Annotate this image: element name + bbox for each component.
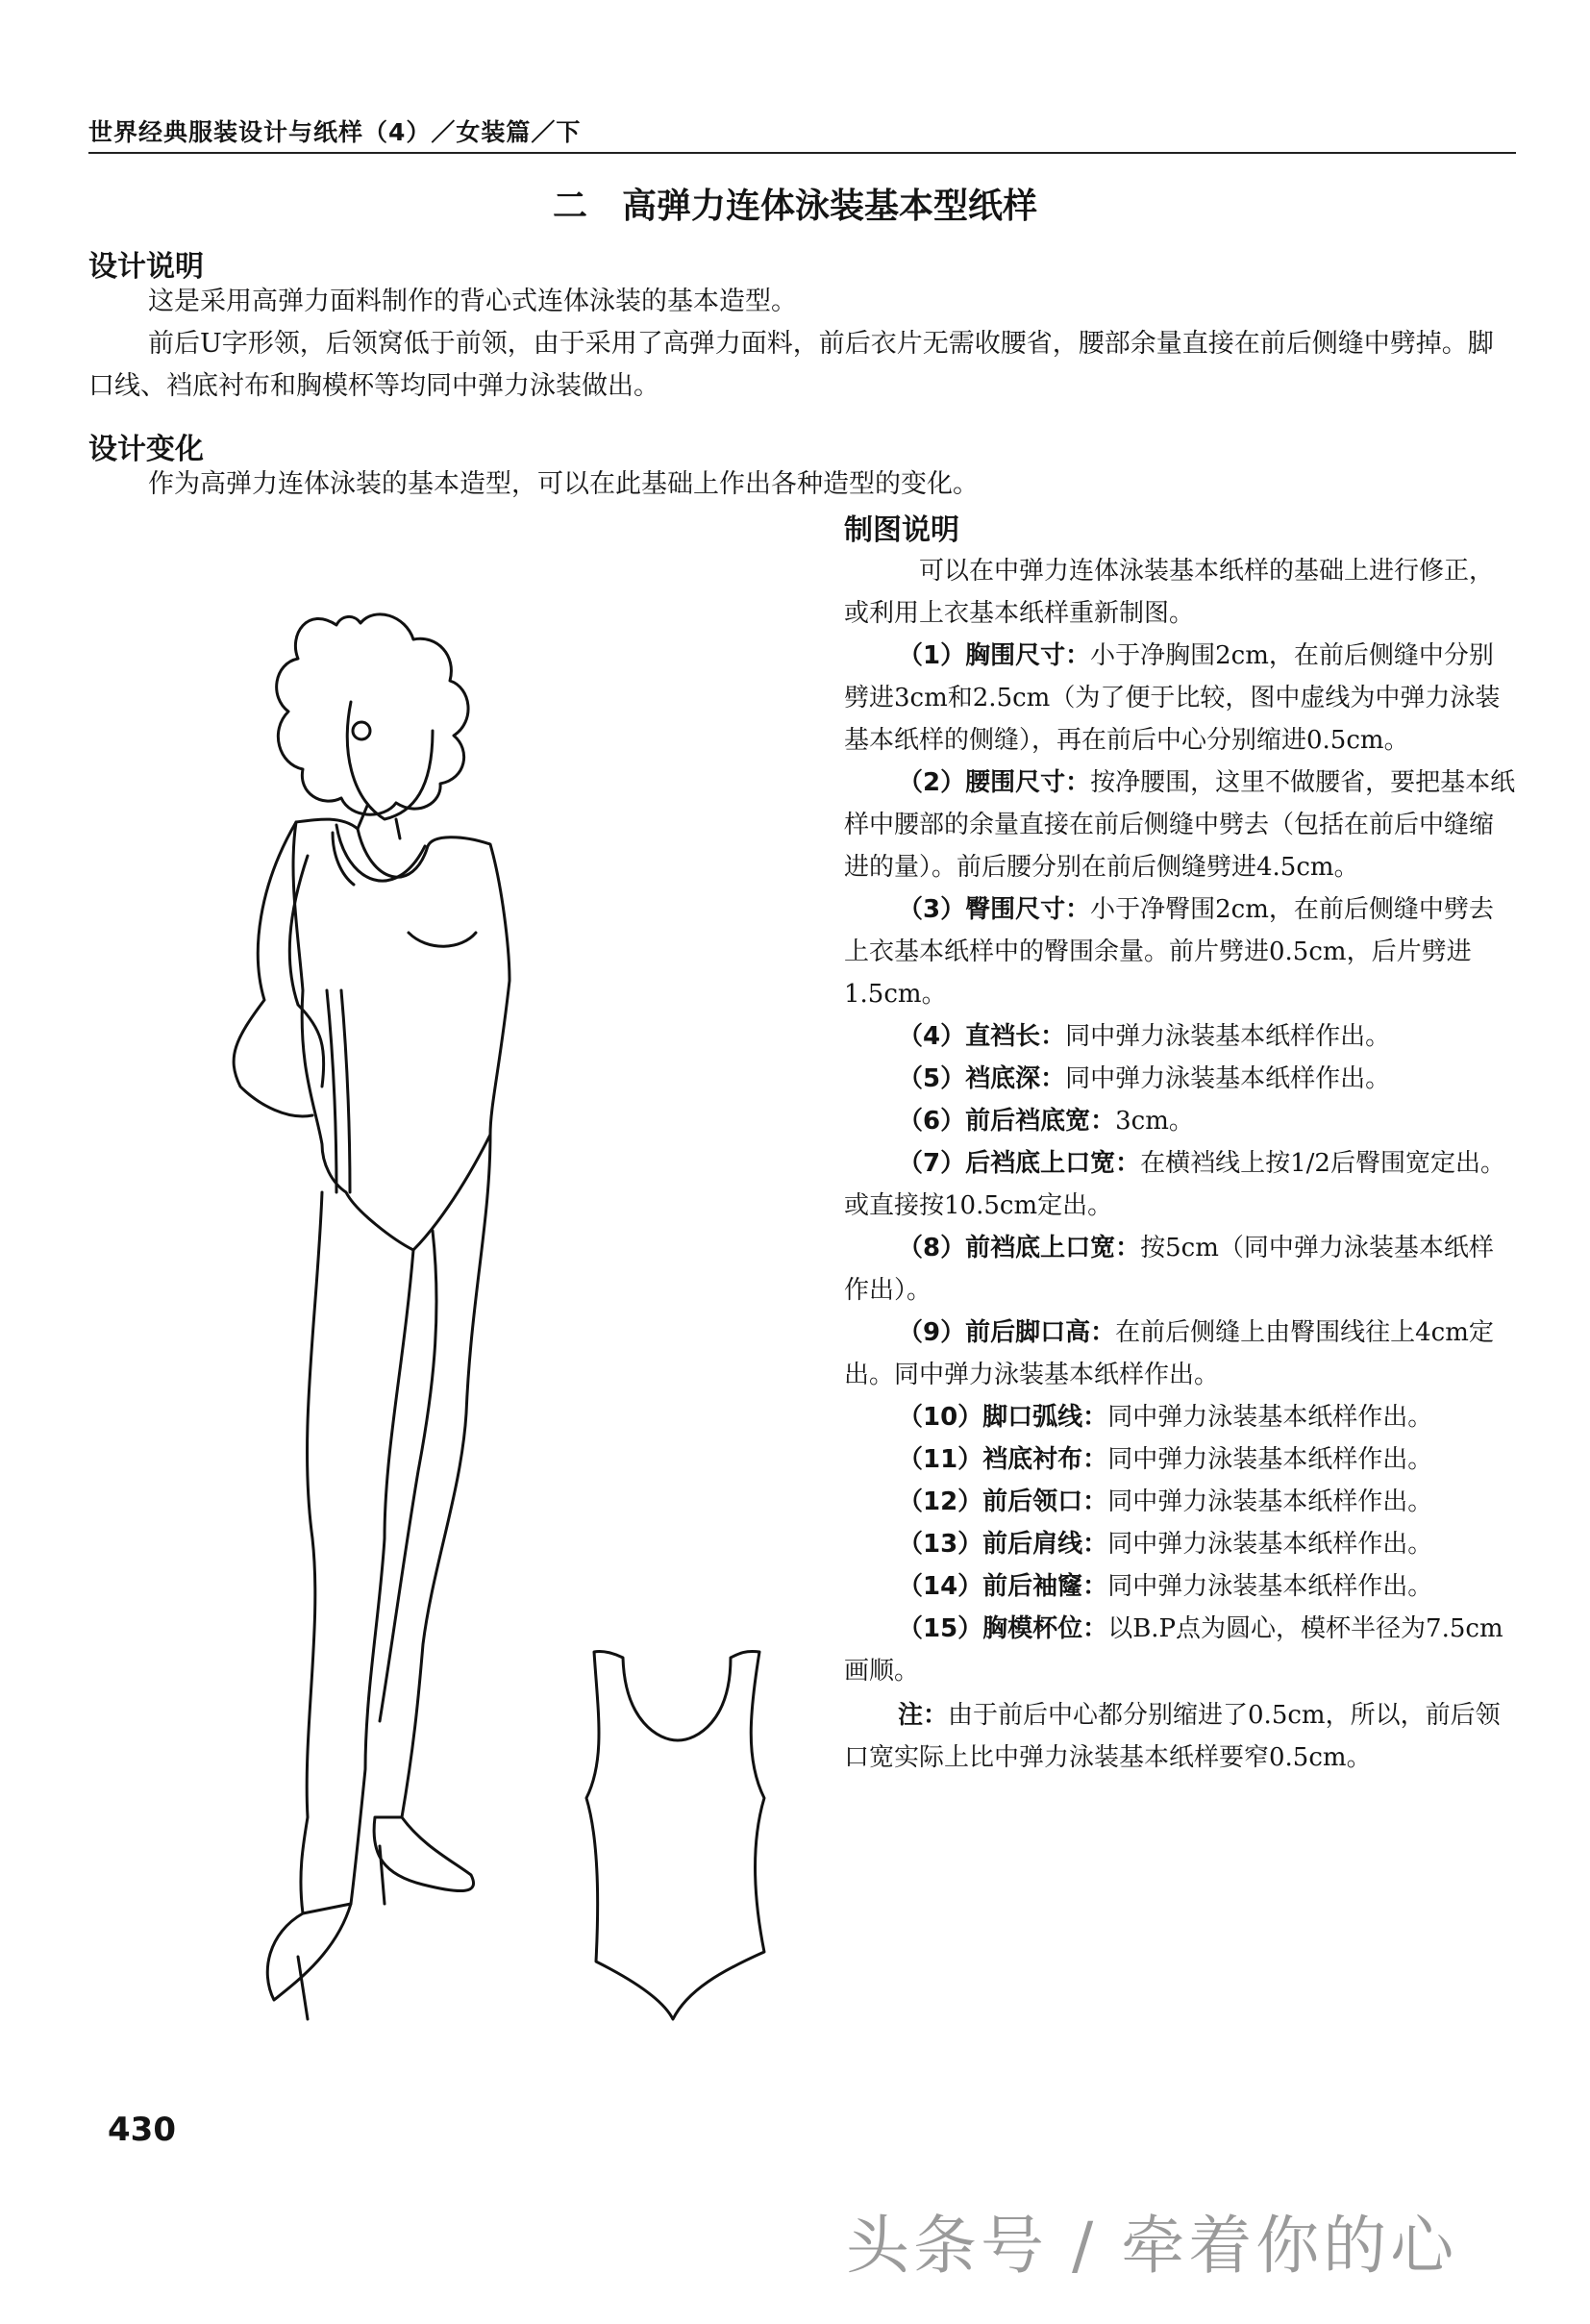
design-variation-paragraph: 作为高弹力连体泳装的基本造型，可以在此基础上作出各种造型的变化。 <box>148 469 979 499</box>
shoe-left <box>267 1904 351 2019</box>
drafting-item-text: 同中弹力泳装基本纸样作出。 <box>1107 1572 1433 1601</box>
bust-curve <box>409 933 476 946</box>
design-notes-body <box>88 281 1502 408</box>
drafting-item-text: 按净腰围，这里不做腰省，要把基本纸样中腰部的余量直接在前后侧缝中劈去（包括在前后中缝缩进的量）。前后腰分别在前后侧缝劈进4.5cm。 <box>844 768 1516 882</box>
drafting-item-label: （8）前裆底上口宽： <box>898 1234 1141 1262</box>
design-notes-heading: 设计说明 <box>88 250 204 284</box>
arm-outline <box>234 822 324 1116</box>
strap-lines <box>333 825 425 885</box>
drafting-item-text: 同中弹力泳装基本纸样作出。 <box>1065 1064 1391 1093</box>
drafting-item <box>844 1438 1517 1481</box>
running-header: 世界经典服装设计与纸样（4）／女装篇／下 <box>88 118 582 146</box>
watermark-text: 头条号 / 牵着你的心 <box>846 2209 1458 2283</box>
drafting-item <box>844 888 1517 1015</box>
drafting-item-label: （3）臀围尺寸： <box>898 895 1091 924</box>
drafting-item-text: 以B.P点为圆心，模杯半径为7.5cm画顺。 <box>844 1614 1503 1686</box>
flat-sketch-outline <box>586 1651 764 2019</box>
drafting-column <box>844 506 1517 1779</box>
drafting-item-label: （2）腰围尺寸： <box>898 768 1091 797</box>
hair-outline <box>277 614 468 814</box>
design-variation-heading: 设计变化 <box>88 433 204 466</box>
drafting-item <box>844 1312 1517 1396</box>
side-stripe <box>327 990 350 1192</box>
drafting-item <box>844 1100 1517 1142</box>
design-notes-paragraph-1: 这是采用高弹力面料制作的背心式连体泳装的基本造型。 <box>148 287 797 316</box>
drafting-item-text: 同中弹力泳装基本纸样作出。 <box>1107 1445 1433 1474</box>
drafting-item <box>844 1396 1517 1438</box>
drafting-item-label: （12）前后领口： <box>898 1487 1108 1516</box>
drafting-item <box>844 1015 1517 1058</box>
drafting-item-label: （4）直裆长： <box>898 1022 1066 1051</box>
swimsuit-outline <box>293 819 509 1250</box>
header-rule <box>88 152 1516 154</box>
drafting-item-label: （10）脚口弧线： <box>898 1403 1108 1432</box>
note-label: 注： <box>898 1701 949 1730</box>
drafting-item-text: 按5cm（同中弹力泳装基本纸样作出）。 <box>844 1234 1494 1305</box>
drafting-item-label: （7）后裆底上口宽： <box>898 1149 1141 1178</box>
drafting-item <box>844 1481 1517 1523</box>
drafting-item-label: （11）裆底衬布： <box>898 1445 1108 1474</box>
drafting-item <box>844 1058 1517 1100</box>
drafting-heading: 制图说明 <box>844 513 959 547</box>
shoe-right <box>374 1817 473 1904</box>
drafting-item-text: 在前后侧缝上由臀围线往上4cm定出。同中弹力泳装基本纸样作出。 <box>844 1318 1494 1389</box>
drafting-note <box>844 1694 1517 1779</box>
leg-left-outer <box>301 1192 322 1913</box>
drafting-item <box>844 1142 1517 1227</box>
leg-right-outer <box>402 1135 490 1817</box>
earring-icon <box>353 722 370 739</box>
drafting-item <box>844 1565 1517 1608</box>
neck-outline <box>358 806 400 838</box>
page-title: 二 高弹力连体泳装基本型纸样 <box>552 187 1037 226</box>
drafting-item <box>844 1227 1517 1312</box>
drafting-item-text: 同中弹力泳装基本纸样作出。 <box>1107 1487 1433 1516</box>
drafting-item-text: 同中弹力泳装基本纸样作出。 <box>1107 1530 1433 1559</box>
drafting-item <box>844 635 1517 762</box>
drafting-intro: 可以在中弹力连体泳装基本纸样的基础上进行修正，或利用上衣基本纸样重新制图。 <box>844 557 1495 628</box>
page-number: 430 <box>108 2111 176 2149</box>
drafting-item-text: 同中弹力泳装基本纸样作出。 <box>1107 1403 1433 1432</box>
note-text: 由于前后中心都分别缩进了0.5cm，所以，前后领口宽实际上比中弹力泳装基本纸样要窄0.5cm。 <box>844 1701 1501 1772</box>
drafting-item-text: 小于净臀围2cm，在前后侧缝中劈去上衣基本纸样中的臀围余量。前片劈进0.5cm，后片劈进1.5cm。 <box>844 895 1494 1009</box>
drafting-item-text: 在横裆线上按1/2后臀围宽定出。或直接按10.5cm定出。 <box>844 1149 1505 1220</box>
drafting-item <box>844 1523 1517 1565</box>
drafting-item-label: （6）前后裆底宽： <box>898 1107 1116 1136</box>
drafting-item-text: 3cm。 <box>1115 1107 1194 1136</box>
drafting-item <box>844 1608 1517 1692</box>
drafting-item-label: （9）前后脚口高： <box>898 1318 1116 1347</box>
design-notes-paragraph-2: 前后U字形领，后领窝低于前领，由于采用了高弹力面料，前后衣片无需收腰省，腰部余量直接在前后侧缝中劈掉。脚口线、裆底衬布和胸模杯等均同中弹力泳装做出。 <box>88 329 1494 401</box>
drafting-item-label: （15）胸模杯位： <box>898 1614 1108 1643</box>
drafting-item-text: 小于净胸围2cm，在前后侧缝中分别劈进3cm和2.5cm（为了便于比较，图中虚线为中弹力泳装基本纸样的侧缝），再在前后中心分别缩进0.5cm。 <box>844 641 1501 755</box>
drafting-item-label: （13）前后肩线： <box>898 1530 1108 1559</box>
face-outline <box>347 702 433 819</box>
drafting-item-label: （1）胸围尺寸： <box>898 641 1091 670</box>
swimsuit-flat-sketch <box>577 1635 798 2029</box>
drafting-item-label: （5）裆底深： <box>898 1064 1066 1093</box>
drafting-items <box>844 635 1517 1692</box>
drafting-item-text: 同中弹力泳装基本纸样作出。 <box>1065 1022 1391 1051</box>
drafting-item-label: （14）前后袖窿： <box>898 1572 1108 1601</box>
drafting-item <box>844 762 1517 888</box>
